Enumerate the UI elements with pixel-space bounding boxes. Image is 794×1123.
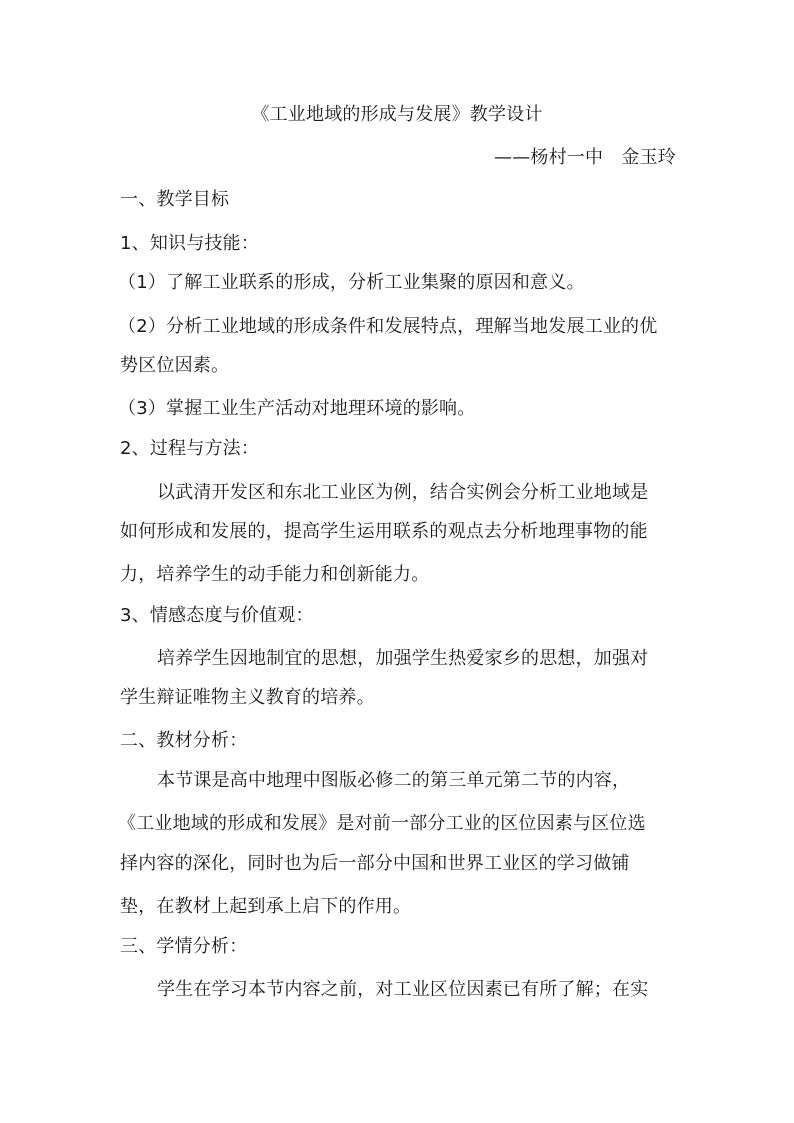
section-heading-learner-analysis: 三、学情分析： — [120, 936, 248, 957]
document-author: ——杨村一中 金玉玲 — [494, 147, 676, 168]
text-line: 培养学生因地制宜的思想，加强学生热爱家乡的思想，加强对 — [157, 648, 649, 669]
text-line: 学生在学习本节内容之前，对工业区位因素已有所了解；在实 — [157, 979, 649, 1000]
text-line: 势区位因素。 — [120, 355, 230, 376]
subheading-knowledge-skills: 1、知识与技能： — [120, 233, 260, 254]
section-heading-objectives: 一、教学目标 — [120, 189, 230, 210]
text-line: 学生辩证唯物主义教育的培养。 — [120, 687, 375, 708]
text-line: 本节课是高中地理中图版必修二的第三单元第二节的内容， — [157, 770, 631, 791]
text-line: （2）分析工业地域的形成条件和发展特点，理解当地发展工业的优 — [118, 316, 658, 337]
text-line: 择内容的深化，同时也为后一部分中国和世界工业区的学习做铺 — [120, 853, 630, 874]
subheading-process-methods: 2、过程与方法： — [120, 438, 260, 459]
text-line: 如何形成和发展的，提高学生运用联系的观点去分析地理事物的能 — [120, 521, 648, 542]
document-title: 《工业地域的形成与发展》教学设计 — [251, 104, 543, 125]
subheading-emotion-values: 3、情感态度与价值观： — [120, 605, 314, 626]
text-line: 垫，在教材上起到承上启下的作用。 — [120, 896, 412, 917]
text-line: 以武清开发区和东北工业区为例，结合实例会分析工业地域是 — [157, 482, 649, 503]
text-line: 《工业地域的形成和发展》是对前一部分工业的区位因素与区位选 — [118, 813, 646, 834]
section-heading-textbook-analysis: 二、教材分析： — [120, 730, 248, 751]
text-line: 力，培养学生的动手能力和创新能力。 — [120, 564, 430, 585]
text-line: （1）了解工业联系的形成，分析工业集聚的原因和意义。 — [118, 272, 585, 293]
text-line: （3）掌握工业生产活动对地理环境的影响。 — [118, 398, 476, 419]
